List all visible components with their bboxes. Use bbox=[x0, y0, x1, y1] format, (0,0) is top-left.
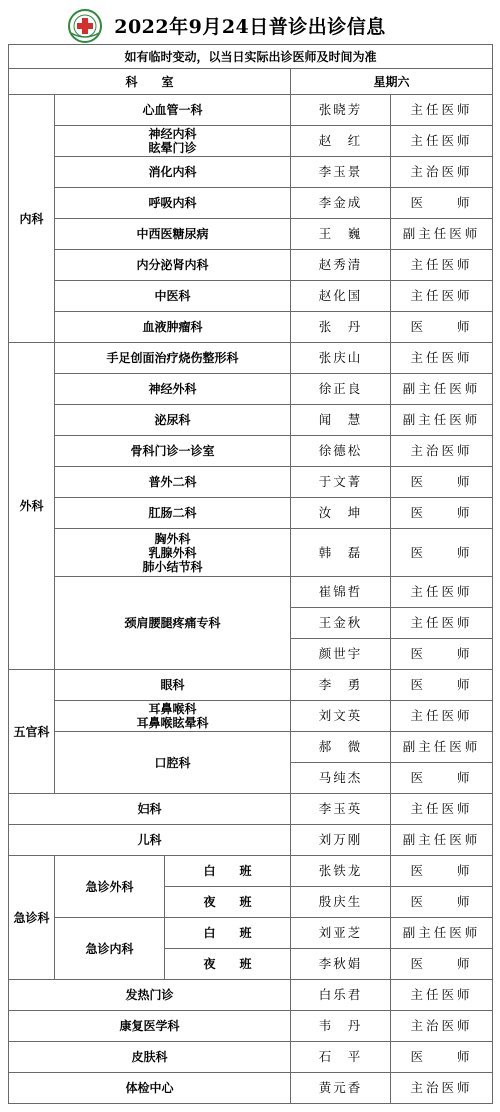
doctor-name: 徐正良 bbox=[291, 374, 391, 405]
doctor-name: 李 勇 bbox=[291, 670, 391, 701]
doctor-title: 医 师 bbox=[391, 887, 493, 918]
shift-night: 夜 班 bbox=[165, 949, 291, 980]
table-row bbox=[9, 732, 493, 763]
doctor-name: 闻 慧 bbox=[291, 405, 391, 436]
doctor-name: 殷庆生 bbox=[291, 887, 391, 918]
doctor-title: 主治医师 bbox=[391, 157, 493, 188]
shift-day: 白 班 bbox=[165, 856, 291, 887]
doctor-title: 医 师 bbox=[391, 498, 493, 529]
doctor-name: 韩 磊 bbox=[291, 529, 391, 577]
doctor-title: 副主任医师 bbox=[391, 918, 493, 949]
table-row bbox=[9, 343, 493, 374]
dept-cell bbox=[55, 126, 291, 157]
doctor-name: 汝 坤 bbox=[291, 498, 391, 529]
dept-cell: 骨科门诊一诊室 bbox=[55, 436, 291, 467]
dept-cell: 内分泌肾内科 bbox=[55, 250, 291, 281]
doctor-name: 颜世宇 bbox=[291, 639, 391, 670]
doctor-name: 王 巍 bbox=[291, 219, 391, 250]
doctor-name: 李玉英 bbox=[291, 794, 391, 825]
table-row bbox=[9, 529, 493, 577]
doctor-name: 李金成 bbox=[291, 188, 391, 219]
shift-day: 白 班 bbox=[165, 918, 291, 949]
doctor-name: 韦 丹 bbox=[291, 1011, 391, 1042]
table-row bbox=[9, 498, 493, 529]
subgroup-jz-neike: 急诊内科 bbox=[55, 918, 165, 980]
dept-cell: 口腔科 bbox=[55, 732, 291, 794]
notice-row bbox=[9, 45, 493, 69]
table-row bbox=[9, 436, 493, 467]
table-row bbox=[9, 980, 493, 1011]
dept-cell: 泌尿科 bbox=[55, 405, 291, 436]
doctor-title: 主任医师 bbox=[391, 343, 493, 374]
doctor-title: 副主任医师 bbox=[391, 374, 493, 405]
group-jizhenke: 急诊科 bbox=[9, 856, 55, 980]
table-row bbox=[9, 95, 493, 126]
group-neike: 内科 bbox=[9, 95, 55, 343]
dept-cell bbox=[55, 701, 291, 732]
doctor-name: 张铁龙 bbox=[291, 856, 391, 887]
table-row bbox=[9, 126, 493, 157]
doctor-name: 马纯杰 bbox=[291, 763, 391, 794]
doctor-title: 主任医师 bbox=[391, 577, 493, 608]
subgroup-jz-waike: 急诊外科 bbox=[55, 856, 165, 918]
dept-cell: 呼吸内科 bbox=[55, 188, 291, 219]
table-row bbox=[9, 577, 493, 608]
header-dept: 科 室 bbox=[9, 69, 291, 95]
table-row bbox=[9, 157, 493, 188]
table-row bbox=[9, 670, 493, 701]
dept-cell: 康复医学科 bbox=[9, 1011, 291, 1042]
title-row bbox=[8, 8, 492, 44]
doctor-name: 赵化国 bbox=[291, 281, 391, 312]
table-row bbox=[9, 701, 493, 732]
doctor-name: 李玉景 bbox=[291, 157, 391, 188]
doctor-title: 医 师 bbox=[391, 312, 493, 343]
schedule-table bbox=[8, 44, 493, 1104]
dept-label: 耳鼻喉科 耳鼻喉眩晕科 bbox=[136, 702, 209, 730]
table-row bbox=[9, 250, 493, 281]
dept-cell: 体检中心 bbox=[9, 1073, 291, 1104]
doctor-title: 主任医师 bbox=[391, 980, 493, 1011]
doctor-title: 主治医师 bbox=[391, 1011, 493, 1042]
dept-cell: 血液肿瘤科 bbox=[55, 312, 291, 343]
doctor-name: 石 平 bbox=[291, 1042, 391, 1073]
doctor-title: 副主任医师 bbox=[391, 732, 493, 763]
dept-cell: 儿科 bbox=[9, 825, 291, 856]
doctor-name: 白乐君 bbox=[291, 980, 391, 1011]
table-header bbox=[9, 69, 493, 95]
doctor-name: 张晓芳 bbox=[291, 95, 391, 126]
dept-cell: 普外二科 bbox=[55, 467, 291, 498]
doctor-name: 王金秋 bbox=[291, 608, 391, 639]
doctor-name: 徐德松 bbox=[291, 436, 391, 467]
dept-label: 胸外科 乳腺外科 肺小结节科 bbox=[142, 531, 203, 574]
doctor-title: 主任医师 bbox=[391, 95, 493, 126]
doctor-title: 医 师 bbox=[391, 949, 493, 980]
table-row bbox=[9, 918, 493, 949]
table-row bbox=[9, 188, 493, 219]
doctor-name: 张 丹 bbox=[291, 312, 391, 343]
doctor-title: 医 师 bbox=[391, 639, 493, 670]
doctor-name: 黄元香 bbox=[291, 1073, 391, 1104]
doctor-title: 医 师 bbox=[391, 856, 493, 887]
doctor-title: 主任医师 bbox=[391, 794, 493, 825]
doctor-name: 郝 微 bbox=[291, 732, 391, 763]
dept-label: 神经内科 眩晕门诊 bbox=[148, 127, 197, 155]
group-wuguanke: 五官科 bbox=[9, 670, 55, 794]
doctor-title: 主任医师 bbox=[391, 250, 493, 281]
table-row bbox=[9, 825, 493, 856]
doctor-title: 医 师 bbox=[391, 670, 493, 701]
doctor-title: 副主任医师 bbox=[391, 219, 493, 250]
doctor-name: 李秋娟 bbox=[291, 949, 391, 980]
doctor-name: 于文菁 bbox=[291, 467, 391, 498]
dept-cell: 肛肠二科 bbox=[55, 498, 291, 529]
dept-cell: 妇科 bbox=[9, 794, 291, 825]
doctor-name: 刘文英 bbox=[291, 701, 391, 732]
doctor-title: 医 师 bbox=[391, 1042, 493, 1073]
dept-cell: 神经外科 bbox=[55, 374, 291, 405]
doctor-title: 主任医师 bbox=[391, 608, 493, 639]
doctor-title: 医 师 bbox=[391, 188, 493, 219]
dept-cell bbox=[55, 529, 291, 577]
doctor-name: 赵 红 bbox=[291, 126, 391, 157]
group-waike: 外科 bbox=[9, 343, 55, 670]
doctor-name: 赵秀清 bbox=[291, 250, 391, 281]
doctor-title: 主任医师 bbox=[391, 126, 493, 157]
table-row bbox=[9, 281, 493, 312]
dept-cell: 颈肩腰腿疼痛专科 bbox=[55, 577, 291, 670]
table-row bbox=[9, 374, 493, 405]
table-row bbox=[9, 856, 493, 887]
doctor-title: 医 师 bbox=[391, 529, 493, 577]
dept-cell: 心血管一科 bbox=[55, 95, 291, 126]
dept-cell: 皮肤科 bbox=[9, 1042, 291, 1073]
dept-cell: 消化内科 bbox=[55, 157, 291, 188]
shift-night: 夜 班 bbox=[165, 887, 291, 918]
dept-cell: 手足创面治疗烧伤整形科 bbox=[55, 343, 291, 374]
doctor-title: 医 师 bbox=[391, 763, 493, 794]
doctor-title: 主任医师 bbox=[391, 281, 493, 312]
dept-cell: 中西医糖尿病 bbox=[55, 219, 291, 250]
table-row bbox=[9, 1011, 493, 1042]
dept-cell: 中医科 bbox=[55, 281, 291, 312]
doctor-title: 副主任医师 bbox=[391, 405, 493, 436]
table-row bbox=[9, 467, 493, 498]
doctor-title: 医 师 bbox=[391, 467, 493, 498]
doctor-title: 副主任医师 bbox=[391, 825, 493, 856]
table-row bbox=[9, 219, 493, 250]
header-saturday: 星期六 bbox=[291, 69, 493, 95]
table-row bbox=[9, 1042, 493, 1073]
doctor-title: 主任医师 bbox=[391, 701, 493, 732]
table-row bbox=[9, 405, 493, 436]
table-row bbox=[9, 312, 493, 343]
doctor-name: 张庆山 bbox=[291, 343, 391, 374]
table-row bbox=[9, 1073, 493, 1104]
page-title: 2022年9月24日普诊出诊信息 bbox=[114, 16, 386, 38]
notice-text: 如有临时变动，以当日实际出诊医师及时间为准 bbox=[9, 45, 493, 69]
doctor-name: 刘万刚 bbox=[291, 825, 391, 856]
table-row bbox=[9, 794, 493, 825]
doctor-name: 刘亚芝 bbox=[291, 918, 391, 949]
doctor-title: 主治医师 bbox=[391, 1073, 493, 1104]
dept-cell: 眼科 bbox=[55, 670, 291, 701]
dept-cell: 发热门诊 bbox=[9, 980, 291, 1011]
doctor-name: 崔锦哲 bbox=[291, 577, 391, 608]
doctor-title: 主治医师 bbox=[391, 436, 493, 467]
